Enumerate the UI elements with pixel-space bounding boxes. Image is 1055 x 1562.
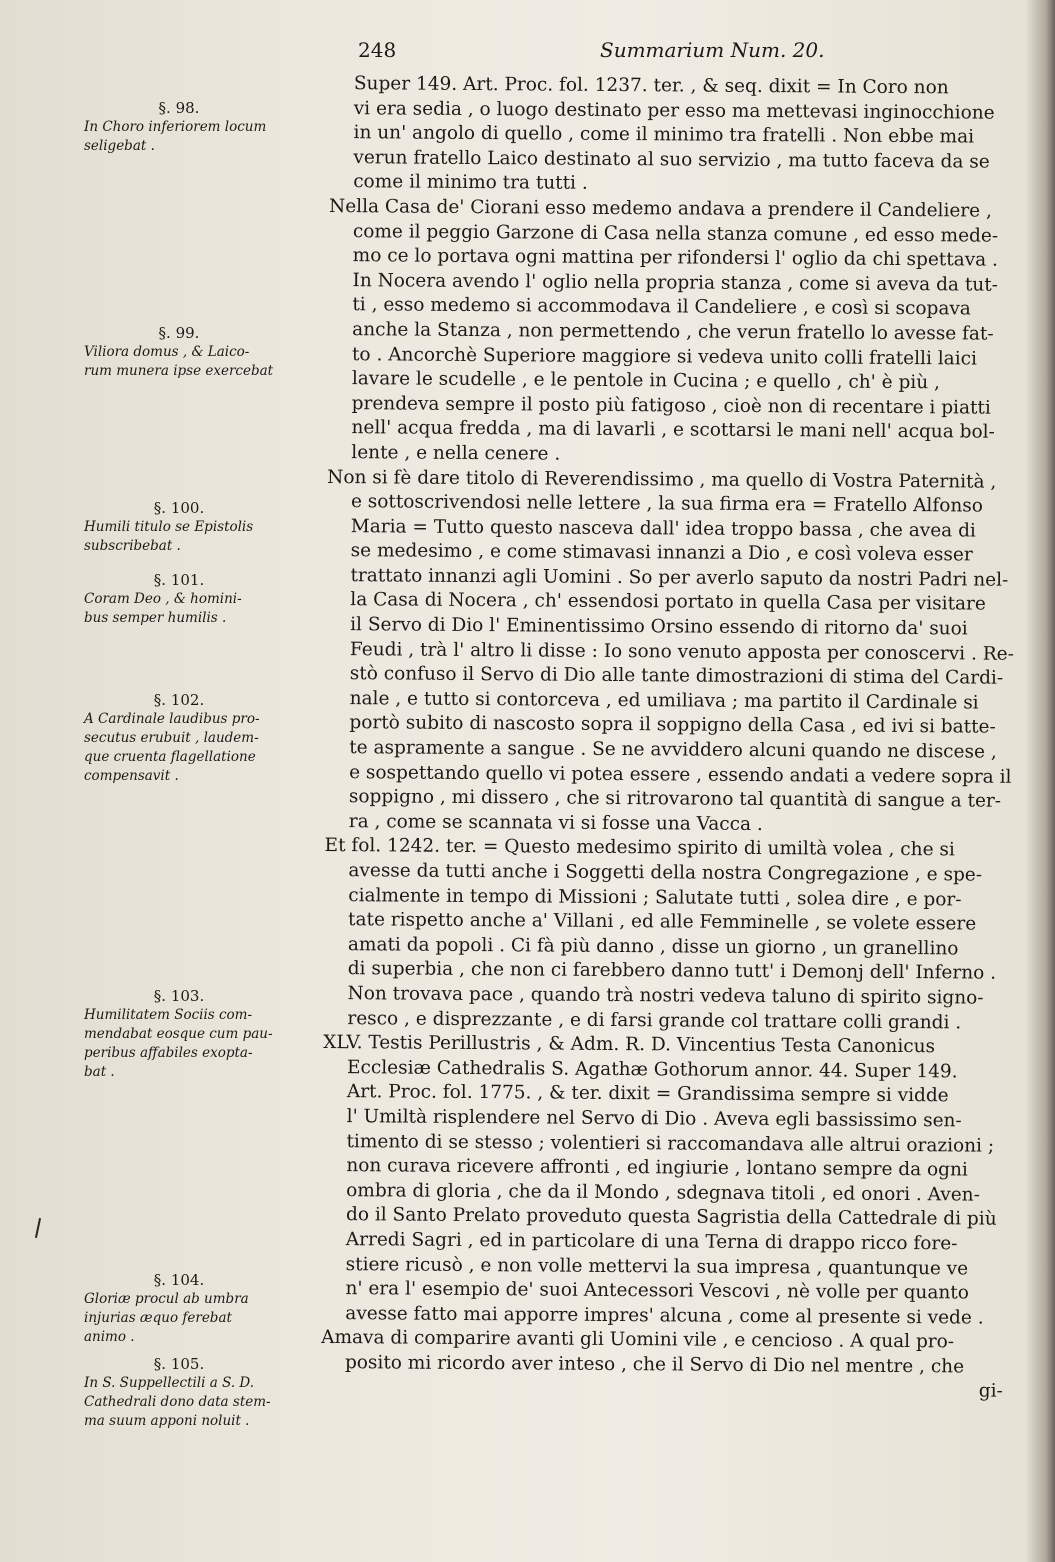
text-line: nell' acqua fredda , ma di lavarli , e scottarsi le mani nell' acqua bol- [351,417,995,443]
page-number: 248 [358,38,397,62]
text-line: posito mi ricordo aver inteso , che il Servo di Dio nel mentre , che [344,1352,965,1378]
margin-note-section: §. 100. [153,499,205,517]
text-line: ti , esso medemo si accommodava il Candeliere , e così si scopava [352,294,971,320]
text-line: soppigno , mi dissero , che si ritrovarono tal quantità di sangue a ter- [348,786,1002,812]
text-line: vi era sedia , o luogo destinato per esso ma mettevasi inginocchione [353,97,995,124]
text-line: di superbia , che non ci farebbero danno tutt' i Demonj dell' Inferno . [347,958,997,985]
margin-note-text: Humilitatem Sociis com- mendabat eosque cum pau- peribus affabiles exopta- bat . [84,1007,273,1080]
margin-note-text: Gloriæ procul ab umbra injurias æquo ferebat animo . [84,1291,249,1345]
text-line: nale , e tutto si contorceva , ed umiliava ; ma partito il Cardinale si [349,687,979,714]
margin-note-section: §. 104. [153,1271,205,1289]
text-line: se medesimo , e come stimavasi innanzi a Dio , e così voleva esser [350,540,973,566]
text-line: Arredi Sagri , ed in particolare di una Terna di drappo ricco fore- [345,1229,958,1255]
text-line: Super 149. Art. Proc. fol. 1237. ter. , & seq. dixit = In Coro non [353,73,949,99]
margin-note [84,570,324,628]
text-line: Feudi , trà l' altro li disse : Io sono venuto apposta per conoscervi . Re- [349,638,1014,665]
margin-note-text: Coram Deo , & homini- bus semper humilis . [84,591,242,626]
margin-note [84,986,324,1082]
text-line: tate rispetto anche a' Villani , ed alle Femminelle , se volete essere [348,909,977,935]
margin-note-section: §. 98. [158,99,200,117]
margin-note-section: §. 102. [153,691,205,709]
text-line: l' Umiltà risplendere nel Servo di Dio . Aveva egli bassissimo sen- [346,1106,962,1132]
margin-notes [84,88,324,1488]
margin-note [84,690,324,786]
text-line: resco , e disprezzante , e di farsi grande col trattare colli grandi . [347,1007,962,1033]
text-line: stiere ricusò , e non volle mettervi la sua impresa , quantunque ve [345,1253,969,1279]
margin-note [84,98,324,156]
text-line: come il peggio Garzone di Casa nella stanza comune , ed esso mede- [352,220,999,247]
margin-note [84,498,324,556]
text-line: Nella Casa de' Ciorani esso medemo andava a prendere il Candeliere , [328,195,992,222]
text-line: mo ce lo portava ogni mattina per rifondersi l' oglio da chi spettava . [352,245,999,271]
text-line: do il Santo Prelato proveduto questa Sagristia della Cattedrale di più [345,1204,997,1230]
margin-note-section: §. 99. [158,324,200,342]
page-header [350,38,830,68]
text-line: In Nocera avendo l' oglio nella propria stanza , come si aveva da tut- [352,269,998,296]
text-line: ombra di gloria , che da il Mondo , sdegnava titoli , ed onori . Aven- [346,1179,980,1206]
text-line: n' era l' esempio de' suoi Antecessori Vescovi , nè volle per quanto [345,1278,969,1304]
text-line: Amava di comparire avanti gli Uomini vile , e cencioso . A qual pro- [321,1327,955,1353]
text-line: cialmente in tempo di Missioni ; Salutate tutti , solea dire , e por- [348,884,962,911]
text-line: portò subito di nascosto sopra il soppigno della Casa , ed ivi si batte- [349,712,996,739]
text-line: anche la Stanza , non permettendo , che verun fratello lo avesse fat- [352,319,994,345]
text-line: in un' angolo di quello , come il minimo tra fratelli . Non ebbe mai [353,122,975,148]
text-line: la Casa di Nocera , ch' essendosi portato in quella Casa per visitare [350,589,986,616]
text-line: lente , e nella cenere . [351,442,561,465]
running-title: Summarium Num. 20. [600,38,825,62]
text-line: timento di se stesso ; volentieri si raccomandava alle altrui orazioni ; [346,1130,995,1157]
margin-note-text: A Cardinale laudibus pro- secutus erubuit , laudem- que cruenta flagellatione compensavit . [84,711,260,784]
text-line: Art. Proc. fol. 1775. , & ter. dixit = Grandissima sempre si vidde [346,1081,949,1107]
text-line: amati da popoli . Ci fà più danno , disse un giorno , un granellino [347,933,959,960]
margin-note-section: §. 101. [153,571,205,589]
margin-note [84,323,324,381]
text-line: e sottoscrivendosi nelle lettere , la sua firma era = Fratello Alfonso [350,491,983,517]
margin-note-section: §. 103. [153,987,205,1005]
text-line: non curava ricevere affronti , ed ingiurie , lontano sempre da ogni [346,1155,968,1181]
margin-note-text: Humili titulo se Epistolis subscribebat . [84,519,254,554]
text-line: Et fol. 1242. ter. = Questo medesimo spirito di umiltà volea , che si [324,835,955,861]
text-line: prendeva sempre il posto più fatigoso , cioè non di recentare i piatti [351,392,991,419]
text-line: lavare le scudelle , e le pentole in Cucina ; e quello , ch' è più , [351,368,941,394]
margin-note-text: Viliora domus , & Laico- rum munera ipse exercebat [84,344,274,379]
text-line: trattato innanzi agli Uomini . So per averlo saputo da nostri Padri nel- [350,565,1009,591]
text-line: verun fratello Laico destinato al suo servizio , ma tutto faceva da se [353,146,990,173]
margin-note-section: §. 105. [153,1355,205,1373]
text-line: e sospettando quello vi potea essere , essendo andati a vedere sopra il [349,761,1012,788]
text-line: ra , come se scannata vi si fosse una Vacca . [348,810,763,835]
text-line: stò confuso il Servo di Dio alle tante dimostrazioni di stima del Cardi- [349,663,1004,689]
text-line: Non si fè dare titolo di Reverendissimo , ma quello di Vostra Paternità , [327,466,997,493]
text-line: Maria = Tutto questo nasceva dall' idea troppo bassa , che avea di [350,515,976,542]
text-line: te aspramente a sangue . Se ne avviddero alcuni quando ne discese , [349,737,997,763]
body-text [320,72,1020,1517]
text-line: Non trovava pace , quando trà nostri vedeva taluno di spirito signo- [347,983,984,1009]
margin-note-text: In S. Suppellectili a S. D. Cathedrali dono data stem- ma suum apponi noluit . [84,1375,271,1429]
text-line: come il minimo tra tutti . [353,171,588,195]
text-line: XLV. Testis Perillustris , & Adm. R. D. Vincentius Testa Canonicus [323,1032,936,1058]
text-line: avesse da tutti anche i Soggetti della nostra Congregazione , e spe- [348,860,983,886]
ink-mark [35,1218,41,1238]
text-line: il Servo di Dio l' Eminentissimo Orsino essendo di ritorno da' suoi [350,614,968,640]
margin-note [84,1354,324,1431]
text-line: Ecclesiæ Cathedralis S. Agathæ Gothorum annor. 44. Super 149. [346,1056,958,1083]
margin-note-text: In Choro inferiorem locum seligebat . [84,119,267,154]
text-line: avesse fatto mai apporre impres' alcuna , come al presente si vede . [345,1302,984,1329]
text-line: to . Ancorchè Superiore maggiore si vedeva unito colli fratelli laici [351,343,978,370]
catchword: gi- [978,1381,1003,1403]
margin-note [84,1270,324,1347]
